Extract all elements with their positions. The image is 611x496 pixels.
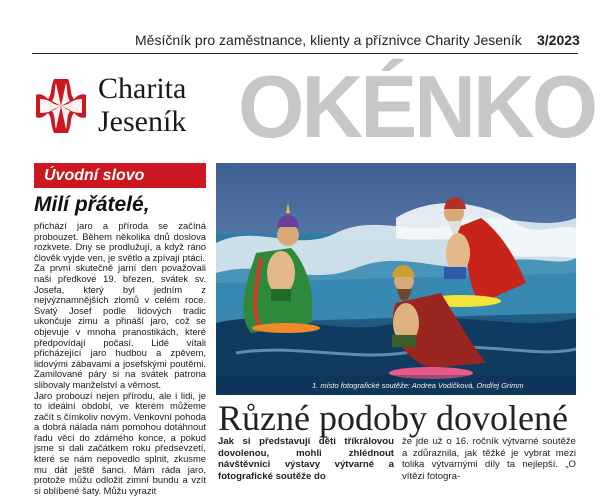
- masthead-title: OKÉNKO: [238, 62, 595, 152]
- article-headline: Různé podoby dovolené: [218, 398, 568, 438]
- charita-cross-logo-icon: [34, 77, 88, 135]
- intro-paragraph: přichází jaro a příroda se začíná probouzet. Během několika dnů doslova rozkvete. Dny se prodlužují, a když ráno člověk vyjde ven, je světlo a zpívají ptáci.: [34, 221, 206, 263]
- issue-number: 3/2023: [537, 32, 580, 48]
- article-body: že jde už o 16. ročník výtvarné soutěže a zdůraznila, jak těžké je vybrat mezi tolika výtvarnými díly ta nejlepší. „O vítězi fotogra-: [402, 436, 576, 482]
- newsletter-tagline: Měsíčník pro zaměstnance, klienty a příznivce Charity Jeseník: [135, 32, 522, 48]
- intro-text: [34, 221, 206, 496]
- logo-text-line2: Jeseník: [98, 106, 186, 138]
- article-lead: Jak si představují děti tříkrálovou dovolenou, mohli zhlédnout návštěvníci výstavy výtvarné a fotografické soutěže do: [218, 436, 394, 482]
- photo-caption: 1. místo fotografické soutěže: Andrea Vodičková, Ondřej Grimm: [312, 381, 524, 390]
- section-label: Úvodní slovo: [44, 166, 144, 186]
- intro-paragraph: Jaro probouzí nejen přírodu, ale i lidi, je to ideální období, ve kterém můžeme začít s čímkoliv novým. Venkovní pohoda a dobrá nálada nám pomohou dotáhnout řadu věcí do zdárného konce, a pokud jsme si dali začátkem roku předsevzetí, které se nám nepovedlo splnit, zkusme mu dát ještě šanci. Mám ráda jaro, protože můžu odložit zimní bundu a vzít si oblíbené šaty. Můžu vyrazit: [34, 391, 206, 496]
- header-divider: [32, 53, 578, 54]
- greeting-heading: Milí přátelé,: [34, 192, 150, 218]
- logo-text-line1: Charita: [98, 73, 186, 105]
- intro-paragraph: Za první skutečně jarní den považovali naši předkové 19. březen, svátek sv. Josefa, který byl jedním z nejvýznamnějších zlomů v celém roce. Svatý Josef podle lidových tradic ukončuje zimu a přináší jaro, což se objevuje v mnoha pranostikách, které předpovídají počasí. Lidé vítali přicházející jaro hudbou a zpěvem, lidovými zábavami a josefskými poutěmi. Zamilované páry si na svátek patrona slibovaly manželství a věrnost.: [34, 263, 206, 390]
- surfing-kings-photo: [216, 163, 576, 395]
